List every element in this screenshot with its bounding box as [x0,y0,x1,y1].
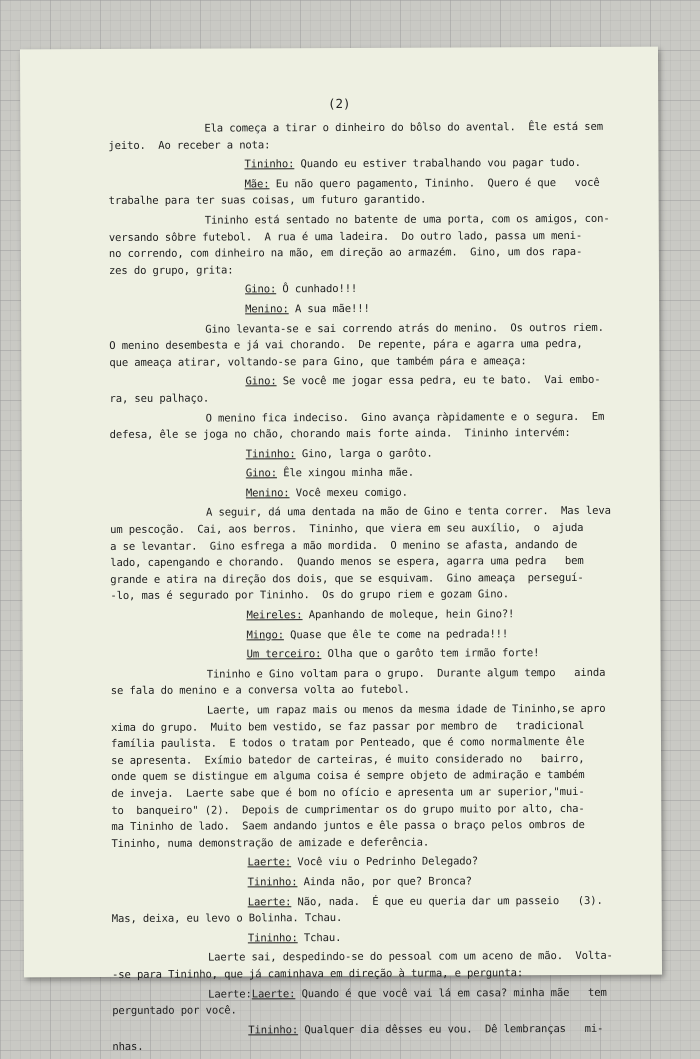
text-line [110,425,630,444]
speaker-name: Tininho: [247,931,298,945]
line-text: Ô cunhado!!! [276,283,358,296]
narration-paragraph [111,701,632,853]
text-line [111,784,631,803]
line-text: Se você me jogar essa pedra, eu te bato. Vai embo- [276,374,601,388]
line-text: Laerte, um rapaz mais ou menos da mesma idade de Tininho,se apro [206,702,606,717]
narration-paragraph [108,119,628,154]
line-text: onde quem se distingue em alguma coisa é sempre objeto de admiração e também [111,769,585,784]
line-text: ma Tininho de lado. Saem andando juntos e êle passa o braço pelos ombros de [111,819,585,834]
line-text: xima do grupo. Muito bem vestido, se faz passar por membro de tradicional [110,719,585,734]
dialogue-block [108,155,628,174]
text-line [112,1020,632,1039]
line-text: a se levantar. Gino esfrega a mão mordida. O menino se afasta, andando de [110,538,578,553]
speaker-name: Tininho: [244,158,295,171]
line-text: Tininho está sentado no batente de uma porta, com os amigos, con- [204,212,610,227]
line-text: perguntado por você. [112,1004,237,1018]
line-text: Ainda não, por que? Bronca? [297,875,472,889]
line-text: grande e atira na direção dos dois, que se esquivam. Gino ameaça perseguí- [110,571,584,586]
speaker-name: Gino: [245,375,277,388]
line-text: Gino levanta-se e sai correndo atrás do menino. Os outros riem. [205,321,604,336]
line-text: O menino desembesta e já vai chorando. De repente, pára e agarra uma pedra, [109,338,583,353]
line-text: Gino, larga o garôto. [295,447,433,460]
speaker-name: Meireles: [246,609,303,622]
line-text: defesa, êle se joga no chão, chorando mais forte ainda. Tininho intervém: [109,427,571,442]
page-number: (2) [327,95,351,112]
text-line [111,734,631,753]
speaker-name: Laerte: [251,987,296,1000]
line-text: Quase que êle te come na pedrada!!! [283,627,509,641]
line-text: Quando eu estiver trabalhando vou pagar tudo. [294,157,581,171]
narration-paragraph [109,211,629,280]
text-line [112,892,632,911]
line-text: Ela começa a tirar o dinheiro do bôlso do avental. Êle está sem [204,120,603,135]
speaker-name: Um terceiro: [246,648,322,661]
line-text: Laerte sai, despedindo-se do pessoal com um aceno de mão. Volta- [207,950,613,964]
line-text: Tininho e Gino voltam para o grupo. Durante algum tempo ainda [206,666,606,681]
text-line [108,119,628,138]
page-text [108,119,632,1059]
dialogue-block [112,984,632,1019]
speaker-name: Mãe: [244,178,270,191]
narration-paragraph [111,665,631,700]
line-text: um pescoção. Cai, aos berros. Tininho, que viera em seu auxílio, o ajuda [110,522,584,537]
narration-paragraph [112,948,632,983]
speaker-name: Tininho: [245,447,296,461]
line-text: se fala do menino e a conversa volta ao futebol. [110,684,410,698]
line-text: lado, capengando e chorando. Quando menos se espera, agarra uma pedra bem [110,555,584,570]
speaker-name: Gino: [245,283,277,296]
line-text: -lo, mas é segurado por Tininho. Os do grupo riem e gozam Gino. [110,588,509,603]
line-text: A sua mãe!!! [288,302,370,316]
text-line [111,665,631,684]
line-text: A seguir, dá uma dentada na mão de Gino e tenta correr. Mas leva [205,505,611,520]
line-text: se apresenta. Exímio batedor de carteiras, é muito considerado no bairro, [111,752,585,767]
text-line [109,336,629,355]
text-line [112,984,632,1003]
text-line [109,244,629,263]
dialogue-block [109,372,629,407]
line-text: Você viu o Pedrinho Delegado? [291,855,479,869]
text-line [110,553,630,572]
line-text: nhas. [112,1041,144,1054]
line-text: to banqueiro" (2). Depois de cumprimentar os do grupo muito por alto, cha- [111,802,585,817]
line-text: que ameaça atirar, voltando-se para Gino, que também pára e ameaça: [109,354,527,369]
line-text: Êle xingou minha mãe. [276,466,415,480]
line-text: ra, seu palhaço. [109,392,210,405]
speaker-name: Menino: [245,303,289,316]
dialogue-block [112,1020,632,1055]
narration-paragraph [110,503,630,605]
text-line [109,211,629,230]
line-text: zes do grupo, grita: [108,264,234,277]
line-text: Eu não quero pagamento, Tininho. Quero é que você [269,176,600,191]
speaker-name: Menino: [245,487,290,500]
text-line [110,570,630,589]
text-line [111,817,631,836]
speaker-name: Tininho: [248,1023,299,1037]
text-line [111,701,631,720]
line-text: trabalhe para ter suas coisas, um futuro garantido. [108,193,427,208]
line-text: Tchau. [297,931,342,944]
line-text: Quando é que você vai lá em casa? minha mãe tem [295,986,607,1000]
speaker-name: Laerte: [247,856,292,869]
line-text: O menino fica indeciso. Gino avança ràpidamente e o segura. Em [205,410,605,425]
line-text: Apanhando de moleque, hein Gino?! [302,608,515,622]
text-line [109,372,629,391]
line-text: Mas, deixa, eu levo o Bolinha. Tchau. [111,912,343,926]
text-line [109,175,629,194]
speaker-prefix: Laerte: [208,987,252,1001]
narration-paragraph [109,319,629,371]
line-text: Não, nada. É que eu queria dar um passeio (3). [291,894,603,908]
text-line [112,948,632,967]
line-text: de inveja. Laerte sabe que é bom no ofício e apresenta um ar superior,"mui- [111,785,585,800]
line-text: jeito. Ao receber a nota: [108,138,271,152]
speaker-name: Laerte: [247,895,292,908]
line-text: Tininho, numa demonstração de amizade e deferência. [111,836,430,850]
text-line [110,520,630,539]
line-text: Você mexeu comigo. [289,486,408,500]
line-text: no correndo, com dinheiro na mão, em direção ao armazém. Gino, um dos rapa- [108,246,583,261]
line-text: -se para Tininho, que já caminhava em direção à turma, e pergunta: [111,967,524,981]
speaker-name: Gino: [245,467,277,480]
line-text: versando sôbre futebol. A rua é uma ladeira. Do outro lado, passa um meni- [108,229,583,244]
typewritten-page [20,47,662,1054]
dialogue-block [109,175,629,210]
speaker-name: Mingo: [246,628,284,642]
dialogue-block [112,892,632,927]
narration-paragraph [110,408,630,443]
line-text: Olha que o garôto tem irmão forte! [321,647,540,661]
speaker-name: Tininho: [247,876,298,889]
text-line [108,155,628,174]
line-text: família paulista. E todos o tratam por Penteado, que é como normalmente êle [110,736,585,751]
line-text: Qualquer dia dêsses eu vou. Dê lembranças mi- [298,1022,604,1036]
